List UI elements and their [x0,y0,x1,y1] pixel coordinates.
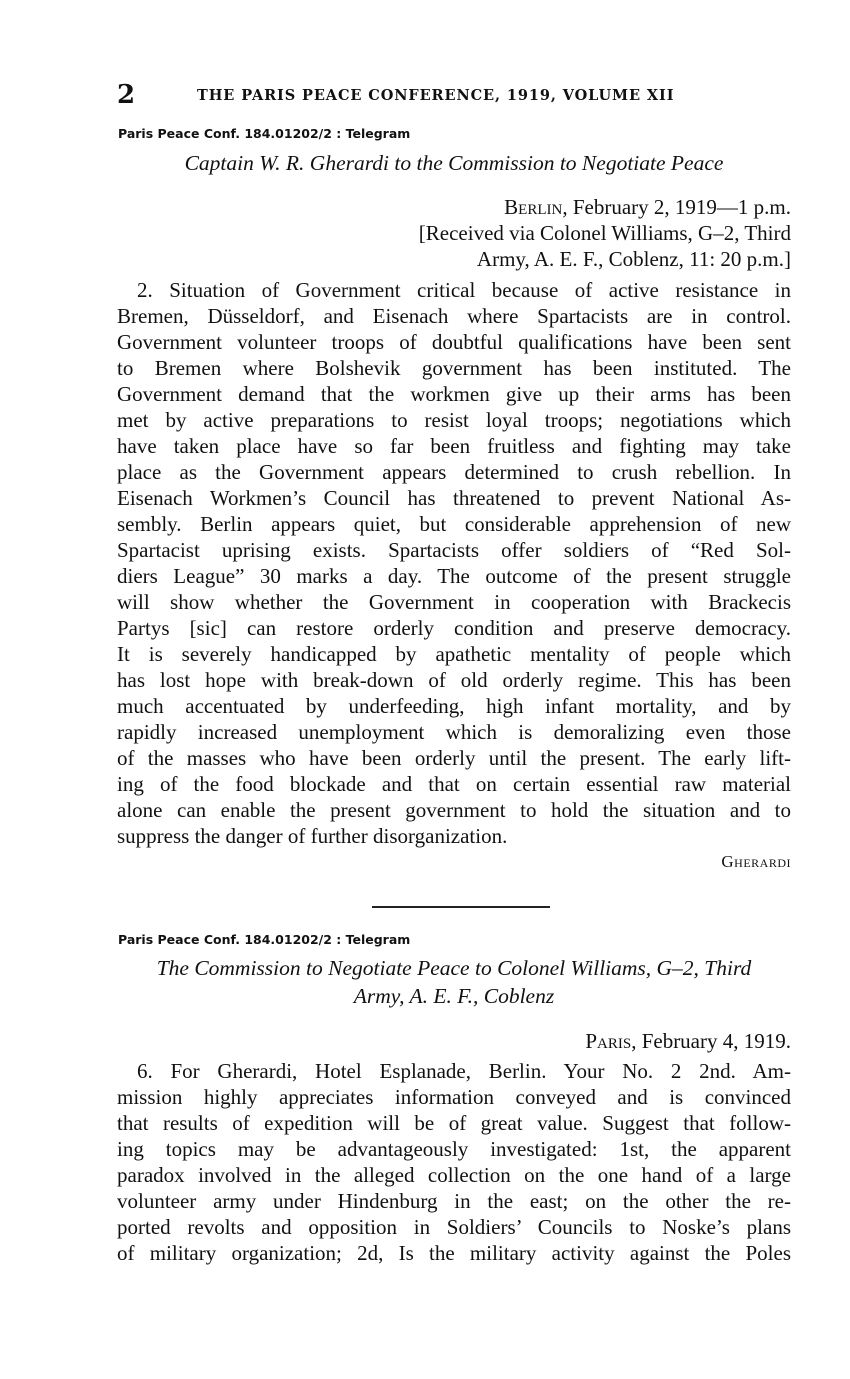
doc2-body-line: ing topics may be advantageously investigated: 1st, the apparent [117,1137,791,1161]
doc1-body-line: sembly. Berlin appears quiet, but considerable apprehension of new [117,512,791,536]
page-header [117,80,791,110]
doc2-dateline-place: Paris [585,1029,632,1053]
doc1-body-line: alone can enable the present government to hold the situation and to [117,798,791,822]
running-head: THE PARIS PEACE CONFERENCE, 1919, VOLUME XII [197,87,675,104]
doc1-body-line: Partys [sic] can restore orderly condition and preserve democracy. [117,616,791,640]
doc1-body-line: much accentuated by underfeeding, high infant mortality, and by [117,694,791,718]
doc2-title-line-2: Army, A. E. F., Coblenz [353,984,555,1008]
doc1-body-line: Eisenach Workmen’s Council has threatened to prevent National As- [117,486,791,510]
doc1-body-line: Government volunteer troops of doubtful qualifications have been sent [117,330,791,354]
doc1-body-line: Spartacist uprising exists. Spartacists offer soldiers of “Red Sol- [117,538,791,562]
doc1-body-line: will show whether the Government in cooperation with Brackecis [117,590,791,614]
doc1-body-line: have taken place have so far been fruitless and fighting may take [117,434,791,458]
doc1-body-line: rapidly increased unemployment which is demoralizing even those [117,720,791,744]
doc2-body-line: of military organization; 2d, Is the military activity against the Poles [117,1241,791,1265]
doc1-received-line-2: Army, A. E. F., Coblenz, 11: 20 p.m.] [476,247,791,271]
doc2-body-line: ported revolts and opposition in Soldiers’ Councils to Noske’s plans [117,1215,791,1239]
doc1-body-line: It is severely handicapped by apathetic mentality of people which [117,642,791,666]
doc2-body-line: 6. For Gherardi, Hotel Esplanade, Berlin. Your No. 2 2nd. Am- [137,1059,791,1083]
doc1-source-citation: Paris Peace Conf. 184.01202/2 : Telegram [118,126,411,141]
doc1-body-line: has lost hope with break-down of old orderly regime. This has been [117,668,791,692]
doc1-received-line-1: [Received via Colonel Williams, G–2, Third [418,221,791,245]
doc1-dateline-date: , February 2, 1919—1 p.m. [562,195,791,219]
doc1-body-line: diers League” 30 marks a day. The outcome of the present struggle [117,564,791,588]
doc1-body-line: place as the Government appears determined to crush rebellion. In [117,460,791,484]
doc1-dateline-place: Berlin [504,195,563,219]
doc1-body-line: Government demand that the workmen give up their arms has been [117,382,791,406]
doc2-title-line-1: The Commission to Negotiate Peace to Colonel Williams, G–2, Third [156,956,752,980]
doc1-body-line: ing of the food blockade and that on certain essential raw material [117,772,791,796]
doc2-body-line: paradox involved in the alleged collection on the one hand of a large [117,1163,791,1187]
doc2-source-citation: Paris Peace Conf. 184.01202/2 : Telegram [118,932,411,947]
doc1-body-line: suppress the danger of further disorganization. [117,824,508,848]
doc2-body-line: mission highly appreciates information conveyed and is convinced [117,1085,791,1109]
doc1-dateline [117,195,791,220]
doc1-body-line: 2. Situation of Government critical because of active resistance in [137,278,791,302]
page-number: 2 [117,80,136,110]
doc1-body-line: Bremen, Düsseldorf, and Eisenach where Spartacists are in control. [117,304,791,328]
doc1-body-line: to Bremen where Bolshevik government has been instituted. The [117,356,791,380]
doc1-signature: Gherardi [721,852,791,871]
doc2-body-line: that results of expedition will be of great value. Suggest that follow- [117,1111,791,1135]
doc2-dateline-date: , February 4, 1919. [631,1029,791,1053]
section-divider [372,906,550,908]
doc2-body-line: volunteer army under Hindenburg in the east; on the other the re- [117,1189,791,1213]
doc1-body-line: met by active preparations to resist loyal troops; negotiations which [117,408,791,432]
doc1-title: Captain W. R. Gherardi to the Commission to Negotiate Peace [184,151,724,175]
doc2-dateline [117,1029,791,1054]
doc1-body-line: of the masses who have been orderly until the present. The early lift- [117,746,791,770]
